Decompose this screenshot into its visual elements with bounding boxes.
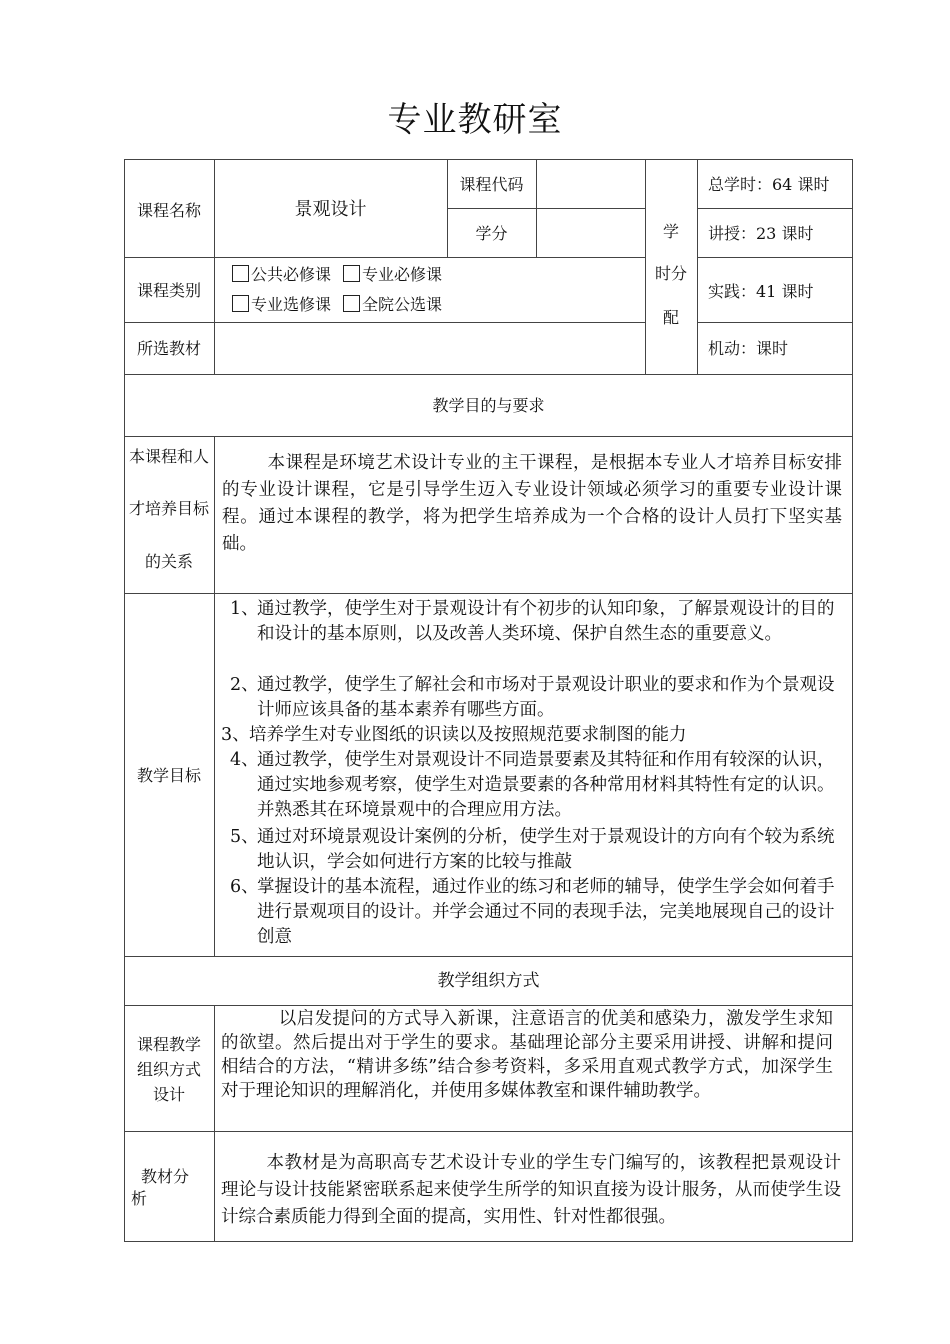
relation-label-line-3: 的关系 bbox=[144, 552, 193, 571]
goal-number: 3、 bbox=[221, 725, 250, 745]
goal-number: 5、 bbox=[230, 827, 259, 847]
lecture-hours: 讲授：23 课时 bbox=[708, 224, 814, 243]
section-heading-objectives: 教学目的与要求 bbox=[432, 396, 545, 415]
design-label-line-2: 组织方式 bbox=[136, 1060, 201, 1079]
checkbox-icon bbox=[343, 295, 360, 312]
goal-text: 通过教学，使学生对于景观设计有个初步的认知印象，了解景观设计的目的和设计的基本原则，以及改善人类环境、保护自然生态的重要意义。 bbox=[257, 599, 835, 644]
checkbox-icon bbox=[232, 265, 249, 282]
course-name-value: 景观设计 bbox=[294, 199, 367, 220]
textbook-analysis-label-line-1: 教材分 bbox=[141, 1167, 190, 1186]
goal-number: 2、 bbox=[230, 675, 259, 695]
checkbox-icon bbox=[232, 295, 249, 312]
credit-label: 学分 bbox=[475, 224, 508, 243]
checkbox-icon bbox=[343, 265, 360, 282]
relation-label-line-2: 才培养目标 bbox=[128, 499, 209, 518]
textbook-label: 所选教材 bbox=[136, 339, 201, 358]
goal-text: 通过教学，使学生对景观设计不同造景要素及其特征和作用有较深的认识，通过实地参观考察，使学生对造景要素的各种常用材料其特性有定的认识。并熟悉其在环境景观中的合理应用方法。 bbox=[257, 750, 835, 820]
goal-number: 1、 bbox=[230, 599, 259, 619]
page-title: 专业教研室 bbox=[387, 100, 563, 140]
relation-text: 本课程是环境艺术设计专业的主干课程，是根据本专业人才培养目标安排的专业设计课程，它是引导学生迈入专业设计领域必须学习的重要专业设计课程。通过本课程的教学，将为把学生培养成为一个合格的设计人员打下坚实基础。 bbox=[222, 453, 842, 554]
course-category-label: 课程类别 bbox=[136, 281, 201, 300]
design-label-line-1: 课程教学 bbox=[136, 1035, 201, 1054]
category-option-major-elective[interactable]: 专业选修课 bbox=[232, 295, 331, 315]
goal-text: 通过教学，使学生了解社会和市场对于景观设计职业的要求和作为个景观设计师应该具备的基本素养有哪些方面。 bbox=[257, 675, 835, 720]
relation-label-line-1: 本课程和人 bbox=[128, 447, 209, 466]
category-option-college-elective[interactable]: 全院公选课 bbox=[343, 295, 442, 315]
goal-number: 6、 bbox=[230, 877, 259, 897]
goals-label: 教学目标 bbox=[136, 766, 201, 785]
goal-text: 掌握设计的基本流程，通过作业的练习和老师的辅导，使学生学会如何着手进行景观项目的设计。并学会通过不同的表现手法，完美地展现自己的设计创意 bbox=[257, 877, 835, 947]
practice-hours: 实践：41 课时 bbox=[708, 282, 814, 301]
section-heading-organization: 教学组织方式 bbox=[437, 971, 540, 991]
course-name-label: 课程名称 bbox=[136, 201, 201, 220]
goal-number: 4、 bbox=[230, 750, 259, 770]
total-hours: 总学时：64 课时 bbox=[708, 175, 830, 194]
textbook-analysis-label-line-2: 析 bbox=[131, 1189, 148, 1208]
textbook-analysis-text: 本教材是为高职高专艺术设计专业的学生专门编写的，该教程把景观设计理论与设计技能紧密联系起来使学生所学的知识直接为设计服务，从而使学生设计综合素质能力得到全面的提高，实用性、针对性都很强。 bbox=[221, 1153, 841, 1227]
category-option-major-required[interactable]: 专业必修课 bbox=[343, 265, 442, 285]
course-code-label: 课程代码 bbox=[459, 175, 524, 194]
goal-text: 通过对环境景观设计案例的分析，使学生对于景观设计的方向有个较为系统地认识，学会如何进行方案的比较与推敲 bbox=[257, 827, 835, 872]
hours-allocation-label-3: 配 bbox=[662, 308, 679, 327]
category-option-public-required[interactable]: 公共必修课 bbox=[232, 265, 331, 285]
hours-allocation-label-1: 学 bbox=[662, 222, 679, 241]
hours-allocation-label-2: 时分 bbox=[654, 264, 687, 283]
flexible-hours: 机动：课时 bbox=[708, 339, 789, 358]
goal-text: 培养学生对专业图纸的识读以及按照规范要求制图的能力 bbox=[249, 725, 687, 745]
organization-design-text: 以启发提问的方式导入新课，注意语言的优美和感染力，激发学生求知的欲望。然后提出对于学生的要求。基础理论部分主要采用讲授、讲解和提问相结合的方法，“精讲多练”结合参考资料，多采用直观式教学方式，加深学生对于理论知识的理解消化，并使用多媒体教室和课件辅助教学。 bbox=[221, 1009, 833, 1101]
design-label-line-3: 设计 bbox=[152, 1085, 185, 1104]
